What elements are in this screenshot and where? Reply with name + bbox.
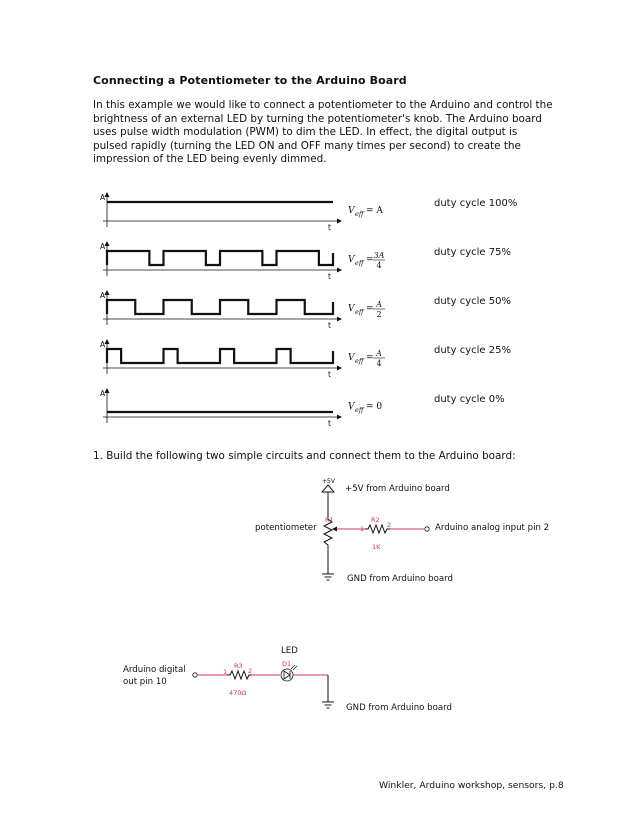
veff-subscript-3: eff (355, 357, 364, 365)
x-axis-label-2: t (328, 321, 331, 330)
veff-symbol-3: V (348, 353, 355, 363)
veff-numerator-3: A (376, 349, 382, 358)
pot-ref: R1 (325, 516, 334, 524)
veff-denominator-2: 2 (376, 310, 382, 319)
veff-equals-2: = (366, 304, 374, 314)
led-label: LED (281, 646, 298, 656)
veff-denominator-3: 4 (376, 359, 382, 368)
section-heading: Connecting a Potentiometer to the Arduino Board (93, 74, 407, 87)
led-ref: D1 (282, 660, 292, 668)
supply-label: +5V from Arduino board (345, 484, 450, 494)
veff-equals-4: = 0 (366, 402, 383, 412)
gnd-label-2: GND from Arduino board (346, 703, 452, 713)
r3-pin1: 1 (223, 668, 228, 676)
digital-out-label-line2: out pin 10 (123, 677, 167, 687)
duty-label-25: duty cycle 25% (434, 345, 511, 356)
r2-pin1: 1 (360, 525, 365, 533)
veff-numerator-1: 3A (373, 251, 385, 260)
veff-subscript-1: eff (355, 259, 364, 267)
veff-symbol-4: V (348, 402, 355, 412)
veff-subscript-4: eff (355, 406, 364, 414)
veff-symbol-0: V (348, 206, 355, 216)
veff-equals-3: = (366, 353, 374, 363)
r2-value: 1K (372, 543, 381, 551)
duty-label-100: duty cycle 100% (434, 198, 518, 209)
veff-subscript-2: eff (355, 308, 364, 316)
analog-input-label: Arduino analog input pin 2 (435, 523, 550, 533)
digital-out-label-line1: Arduino digital (123, 665, 186, 675)
digital-out-terminal-icon (193, 673, 197, 677)
duty-label-75: duty cycle 75% (434, 247, 511, 258)
r3-ref: R3 (234, 662, 243, 670)
x-axis-label-0: t (328, 223, 331, 232)
x-axis-label-3: t (328, 370, 331, 379)
y-axis-label-3: A (100, 340, 106, 349)
veff-symbol-2: V (348, 304, 355, 314)
page-footer: Winkler, Arduino workshop, sensors, p.8 (379, 780, 564, 791)
y-axis-label-4: A (100, 389, 106, 398)
supply-symbol: +5V (322, 478, 335, 485)
veff-subscript-0: eff (355, 210, 364, 218)
r3-value: 470Ω (229, 689, 247, 697)
veff-equals-1: = (366, 255, 374, 265)
veff-equals-0: = A (366, 206, 383, 216)
r3-pin2: 2 (248, 667, 253, 675)
r2-pin2: 2 (387, 521, 392, 529)
x-axis-label-4: t (328, 419, 331, 428)
veff-denominator-1: 4 (376, 261, 382, 270)
x-axis-label-1: t (328, 272, 331, 281)
y-axis-label-2: A (100, 291, 106, 300)
y-axis-label-1: A (100, 242, 106, 251)
veff-numerator-2: A (376, 300, 382, 309)
duty-label-0: duty cycle 0% (434, 394, 505, 405)
intro-paragraph: In this example we would like to connect a potentiometer to the Arduino and control the brightness of an external LED by turning the potentiometer's knob. The Arduino board uses pulse width modulation (PWM) to dim the LED. In effect, the digital output is pulsed rapidly (turning the LED ON and OFF many times per second) to create the impression of the LED being evenly dimmed. (93, 99, 553, 166)
duty-label-50: duty cycle 50% (434, 296, 511, 307)
gnd-label-1: GND from Arduino board (347, 574, 453, 584)
veff-symbol-1: V (348, 255, 355, 265)
r2-ref: R2 (371, 516, 380, 524)
step-1-instruction: 1. Build the following two simple circuits and connect them to the Arduino board: (93, 450, 516, 462)
potentiometer-label: potentiometer (255, 523, 317, 533)
y-axis-label-0: A (100, 193, 106, 202)
